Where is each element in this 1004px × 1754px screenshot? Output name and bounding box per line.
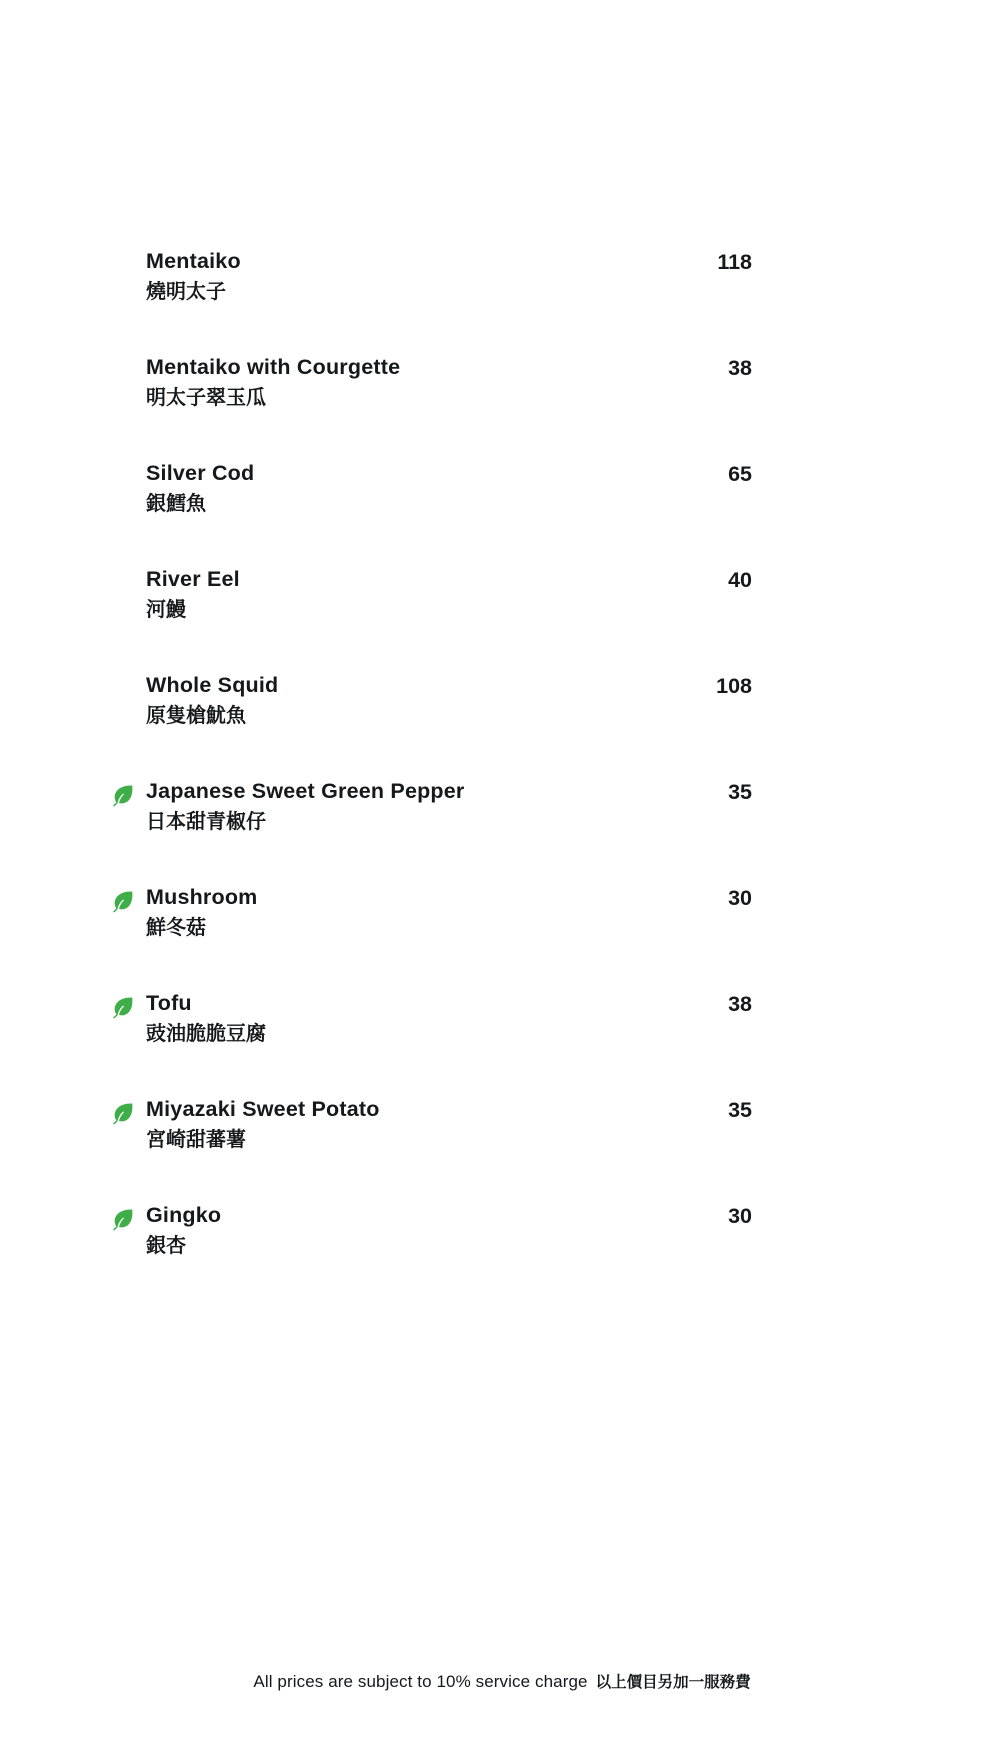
item-price: 35 (728, 780, 752, 804)
item-name-en: Mentaiko (146, 249, 241, 273)
menu-item (110, 884, 752, 946)
item-price: 30 (728, 886, 752, 910)
item-name-zh: 鮮冬菇 (146, 916, 206, 939)
menu-item-names (110, 778, 692, 837)
name-block (146, 460, 254, 519)
item-name-zh: 銀杏 (146, 1234, 186, 1257)
item-name-en: Tofu (146, 991, 192, 1015)
item-price: 35 (728, 1098, 752, 1122)
name-block (146, 248, 241, 307)
menu-item (110, 1202, 752, 1264)
menu-item-names (110, 884, 692, 943)
menu-item-names (110, 248, 692, 307)
menu-item (110, 354, 752, 416)
menu-item (110, 990, 752, 1052)
name-block (146, 672, 278, 731)
name-block (146, 778, 465, 837)
item-name-en: Miyazaki Sweet Potato (146, 1097, 380, 1121)
item-name-en: Japanese Sweet Green Pepper (146, 779, 465, 803)
item-price: 108 (716, 674, 752, 698)
item-price: 30 (728, 1204, 752, 1228)
menu-item-names (110, 460, 692, 519)
item-name-en: Silver Cod (146, 461, 255, 485)
menu-item-list (110, 248, 752, 1264)
item-name-zh: 日本甜青椒仔 (146, 810, 266, 833)
item-name-en: Gingko (146, 1203, 222, 1227)
name-block (146, 354, 400, 413)
item-name-zh: 河鰻 (146, 598, 186, 621)
menu-item-names (110, 672, 692, 731)
item-name-en: Whole Squid (146, 673, 279, 697)
menu-item (110, 672, 752, 734)
item-price: 38 (728, 992, 752, 1016)
leaf-icon (110, 1100, 136, 1126)
name-block (146, 884, 257, 943)
name-block (146, 990, 266, 1049)
item-name-zh: 原隻槍魷魚 (146, 704, 246, 727)
item-price: 38 (728, 356, 752, 380)
menu-footer (0, 1670, 1004, 1692)
item-price: 40 (728, 568, 752, 592)
menu-item (110, 1096, 752, 1158)
menu-item-names (110, 354, 692, 413)
menu-item (110, 460, 752, 522)
leaf-icon (110, 994, 136, 1020)
menu-item-names (110, 566, 692, 625)
item-name-zh: 燒明太子 (146, 280, 226, 303)
item-name-en: River Eel (146, 567, 240, 591)
footer-note-zh: 以上價目另加一服務費 (595, 1674, 751, 1691)
menu-item (110, 566, 752, 628)
item-price: 118 (717, 250, 752, 274)
item-name-en: Mushroom (146, 885, 258, 909)
name-block (146, 1096, 380, 1155)
leaf-icon (110, 1206, 136, 1232)
menu-item (110, 778, 752, 840)
item-name-zh: 豉油脆脆豆腐 (146, 1022, 266, 1045)
name-block (146, 566, 240, 625)
name-block (146, 1202, 221, 1261)
menu-item-names (110, 990, 692, 1049)
menu-item-names (110, 1096, 692, 1155)
leaf-icon (110, 888, 136, 914)
item-price: 65 (728, 462, 752, 486)
item-name-en: Mentaiko with Courgette (146, 355, 401, 379)
leaf-icon (110, 782, 136, 808)
item-name-zh: 銀鱈魚 (146, 492, 206, 515)
footer-note-en: All prices are subject to 10% service charge (253, 1672, 588, 1691)
item-name-zh: 宮崎甜蕃薯 (146, 1128, 246, 1151)
menu-item-names (110, 1202, 692, 1261)
menu-item (110, 248, 752, 310)
item-name-zh: 明太子翠玉瓜 (146, 386, 266, 409)
